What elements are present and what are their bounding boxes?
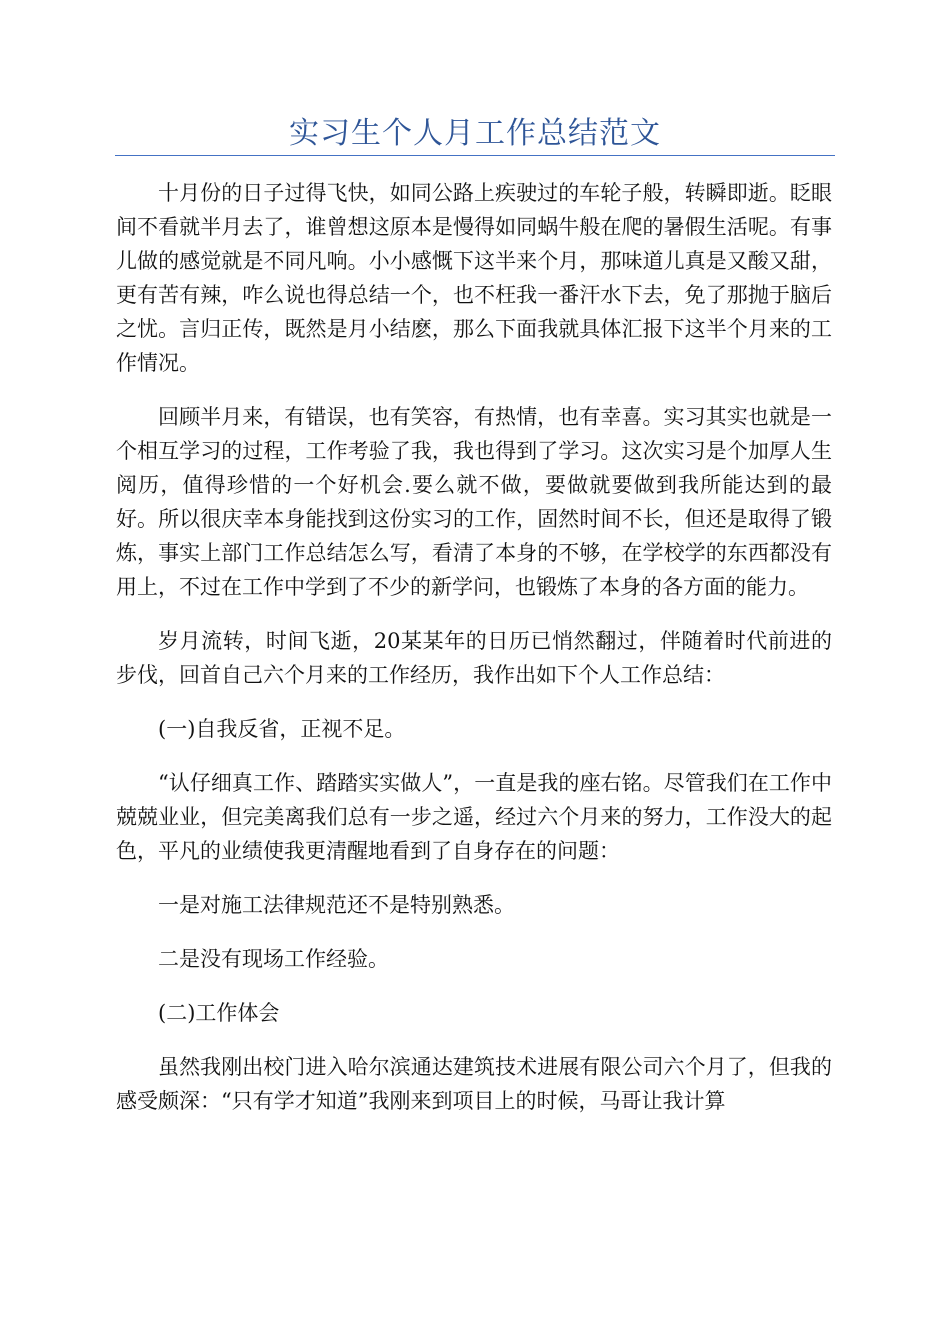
list-item: 一是对施工法律规范还不是特别熟悉。 — [158, 893, 515, 917]
section-heading: (一)自我反省，正视不足。 — [158, 717, 406, 741]
paragraph: “认仔细真工作、踏踏实实做人”，一直是我的座右铭。尽管我们在工作中兢兢业业，但完美离我们总有一步之遥，经过六个月来的努力，工作没大的起色，平凡的业绩使我更清醒地看到了自身存在的问题： — [116, 771, 832, 863]
document-body — [116, 176, 832, 1138]
section-heading: (二)工作体会 — [158, 1001, 280, 1025]
paragraph: 虽然我刚出校门进入哈尔滨通达建筑技术进展有限公司六个月了，但我的感受颇深：“只有学才知道”我刚来到项目上的时候，马哥让我计算 — [116, 1055, 832, 1113]
paragraph: 回顾半月来，有错误，也有笑容，有热情，也有幸喜。实习其实也就是一个相互学习的过程，工作考验了我，我也得到了学习。这次实习是个加厚人生阅历，值得珍惜的一个好机会.要么就不做，要做就要做到我所能达到的最好。所以很庆幸本身能找到这份实习的工作，固然时间不长，但还是取得了锻炼，事实上部门工作总结怎么写，看清了本身的不够，在学校学的东西都没有用上，不过在工作中学到了不少的新学问，也锻炼了本身的各方面的能力。 — [116, 405, 832, 599]
paragraph: 岁月流转，时间飞逝，20某某年的日历已悄然翻过，伴随着时代前进的步伐，回首自己六个月来的工作经历，我作出如下个人工作总结： — [116, 629, 832, 687]
paragraph: 十月份的日子过得飞快，如同公路上疾驶过的车轮子般，转瞬即逝。眨眼间不看就半月去了，谁曾想这原本是慢得如同蜗牛般在爬的暑假生活呢。有事儿做的感觉就是不同凡响。小小感慨下这半来个月，那味道儿真是又酸又甜，更有苦有辣，咋么说也得总结一个，也不枉我一番汗水下去，免了那抛于脑后之忧。言归正传，既然是月小结麽，那么下面我就具体汇报下这半个月来的工作情况。 — [116, 181, 832, 375]
title-underline — [115, 155, 835, 156]
list-item: 二是没有现场工作经验。 — [158, 947, 389, 971]
document-title: 实习生个人月工作总结范文 — [289, 116, 661, 151]
